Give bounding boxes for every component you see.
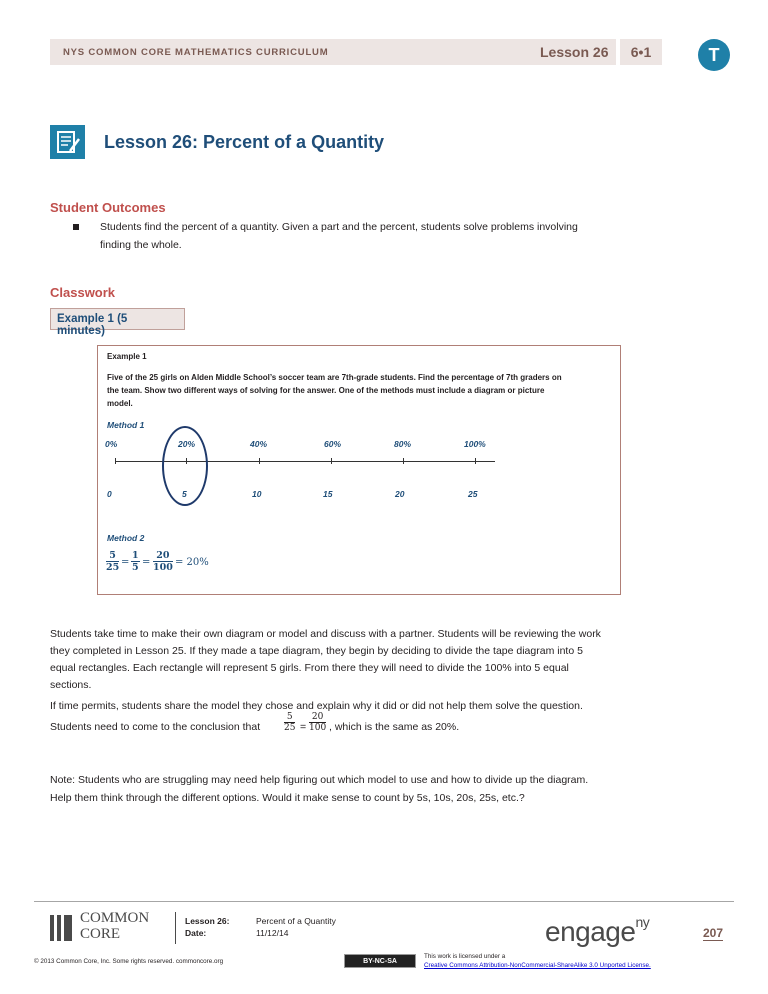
paragraph-line: equal rectangles. Each rectangle will represent 5 girls. From there they will need to divide the 100% into 5 equal (50, 662, 569, 674)
number-line-tick (115, 458, 116, 464)
license-link[interactable]: Creative Commons Attribution-NonCommercial-ShareAlike 3.0 Unported License. (424, 962, 651, 969)
fraction (106, 550, 119, 573)
fraction (153, 550, 173, 573)
header-bar (50, 39, 662, 65)
denominator: 100 (309, 723, 327, 733)
wordmark-line: COMMON (80, 910, 150, 926)
prompt-line: model. (107, 399, 133, 408)
paragraph-line: , which is the same as 20%. (329, 721, 460, 733)
example-prompt (107, 371, 607, 410)
value-label: 20 (395, 489, 405, 499)
paragraph-line: Students need to come to the conclusion that (50, 721, 261, 733)
value-label: 0 (107, 489, 112, 499)
prompt-line: the team. Show two different ways of solving for the answer. One of the methods must include a diagram or picture (107, 386, 545, 395)
value-label: 15 (323, 489, 333, 499)
number-line-tick (403, 458, 404, 464)
fraction (309, 712, 326, 733)
numerator: 1 (132, 550, 139, 561)
prompt-line: Five of the 25 girls on Alden Middle School’s soccer team are 7th-grade students. Find the percentage of 7th graders on (107, 373, 562, 382)
teacher-badge: T (698, 39, 730, 71)
numerator: 5 (284, 712, 295, 723)
footer-divider (34, 901, 734, 902)
denominator: 25 (284, 723, 296, 733)
paragraph-line: they completed in Lesson 25. If they made a tape diagram, they begin by deciding to divide the tape diagram into 5 (50, 645, 583, 657)
fraction (284, 712, 295, 733)
value-label: 5 (182, 489, 187, 499)
license-line: This work is licensed under a (424, 953, 506, 960)
lesson-label: Lesson 26 (540, 44, 609, 60)
copyright-text: © 2013 Common Core, Inc. Some rights reserved. commoncore.org (34, 958, 224, 965)
engageny-logo (545, 914, 649, 948)
engage-text: engage (545, 916, 636, 947)
example-label: Example 1 (5 minutes) (50, 308, 185, 330)
percent-label: 80% (394, 439, 412, 449)
equals-sign: = (300, 721, 307, 733)
value-label: 25 (468, 489, 478, 499)
outcome-text-cont: finding the whole. (100, 239, 182, 251)
student-outcomes-heading: Student Outcomes (50, 200, 166, 215)
paragraph-line: Students take time to make their own diagram or model and discuss with a partner. Students will be reviewing the work (50, 628, 601, 640)
denominator: 25 (106, 562, 120, 573)
footer-date-value: 11/12/14 (256, 928, 289, 938)
lesson-icon (50, 125, 85, 159)
value-label: 10 (252, 489, 262, 499)
number-line-tick (331, 458, 332, 464)
note-line: Note: Students who are struggling may need help figuring out which model to use and how to divide up the diagram. (50, 774, 589, 786)
footer-vertical-divider (175, 912, 176, 944)
result-text: = 20% (175, 557, 209, 568)
note-line: Help them think through the different options. Would it make sense to count by 5s, 10s, 20s, 25s, etc.? (50, 792, 525, 804)
numerator: 20 (309, 712, 326, 723)
paragraph-line: sections. (50, 679, 92, 691)
denominator: 5 (132, 562, 139, 573)
cc-license-badge: BY-NC-SA (344, 954, 416, 968)
classwork-heading: Classwork (50, 285, 116, 300)
numerator: 20 (153, 550, 173, 562)
footer-date-label: Date: (185, 928, 207, 938)
number-line-tick (475, 458, 476, 464)
license-text (424, 952, 651, 970)
method2-label: Method 2 (107, 533, 145, 543)
curriculum-label: NYS COMMON CORE MATHEMATICS CURRICULUM (63, 47, 329, 58)
equals-sign: = (121, 557, 130, 568)
module-label: 6•1 (620, 39, 662, 65)
example-title: Example 1 (107, 352, 147, 361)
footer-lesson-label: Lesson 26: (185, 916, 230, 926)
ny-text: ny (635, 914, 650, 930)
wordmark-line: CORE (80, 926, 121, 942)
percent-label: 20% (178, 439, 196, 449)
page-title: Lesson 26: Percent of a Quantity (104, 132, 385, 152)
percent-label: 100% (464, 439, 486, 449)
method1-label: Method 1 (107, 420, 145, 430)
percent-label: 40% (250, 439, 268, 449)
percent-label: 60% (324, 439, 342, 449)
numerator: 5 (106, 550, 119, 562)
equals-sign: = (142, 557, 151, 568)
bullet-icon (73, 224, 79, 230)
denominator: 100 (153, 562, 173, 573)
common-core-wordmark (80, 910, 149, 942)
paragraph-line: If time permits, students share the model they chose and explain why it did or did not help them solve the question. (50, 700, 583, 712)
fraction (131, 550, 140, 573)
outcome-text: Students find the percent of a quantity. Given a part and the percent, students solve problems involving (100, 221, 578, 233)
number-line-tick (259, 458, 260, 464)
percent-label: 0% (105, 439, 118, 449)
footer-lesson-value: Percent of a Quantity (256, 916, 336, 926)
example-box (97, 345, 621, 595)
page-number: 207 (703, 926, 724, 940)
